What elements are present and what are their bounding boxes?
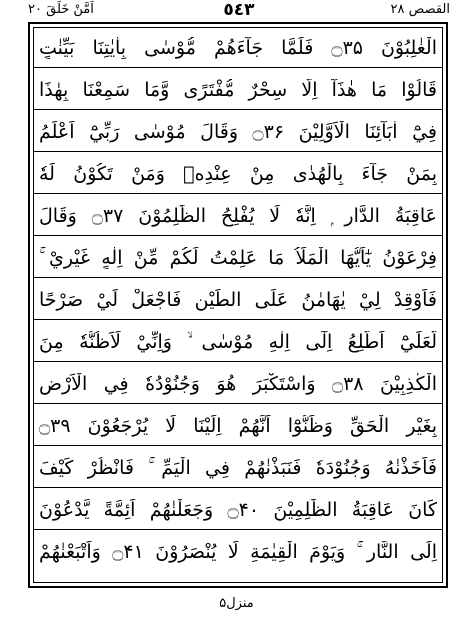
text-line <box>34 280 442 320</box>
text-line <box>34 196 442 236</box>
manzil-marker: منزل۵ <box>219 596 254 611</box>
text-frame <box>33 27 443 583</box>
page-header <box>28 0 450 22</box>
text-line <box>34 28 442 68</box>
line-text: عَاقِبَةُ الدَّارِ ۭ اِنَّهٗ لَا يُفْلِحُ الظّٰلِمُوْنَ ۝۳۷ وَقَالَ <box>39 204 437 227</box>
text-line <box>34 448 442 488</box>
text-line <box>34 322 442 362</box>
text-line <box>34 364 442 404</box>
line-text: بِمَنْ جَآءَ بِالْهُدٰى مِنْ عِنْدِهٖ وَمَنْ تَكُوْنُ لَهٗ <box>39 162 437 185</box>
line-text: قَالُوْا مَا هٰذَآ اِلَّا سِحْرٌ مُّفْتَرًى وَّمَا سَمِعْنَا بِهٰذَا <box>39 78 437 101</box>
line-text: فَاَوْقِدْ لِيْ يٰهَامٰنُ عَلَى الطِّيْنِ فَاجْعَلْ لِّيْ صَرْحًا <box>39 288 437 311</box>
surah-label: القصص ٢٨ <box>390 2 450 17</box>
text-line <box>34 154 442 194</box>
line-text: الْكٰذِبِيْنَ ۝۳۸ وَاسْتَكْبَرَ هُوَ وَجُنُوْدُهٗ فِي الْاَرْضِ <box>39 372 437 395</box>
text-line <box>34 490 442 530</box>
text-line <box>34 532 442 572</box>
line-text: كَانَ عَاقِبَةُ الظّٰلِمِيْنَ ۝۴۰ وَجَعَلْنٰهُمْ اَئِمَّةً يَّدْعُوْنَ <box>39 498 437 521</box>
line-text: فِرْعَوْنُ يٰٓاَيُّهَا الْمَلَاُ مَا عَلِمْتُ لَكُمْ مِّنْ اِلٰهٍ غَيْرِيْ ۚ <box>39 246 437 269</box>
line-text: فِيْٓ اٰبَآئِنَا الْاَوَّلِيْنَ ۝۳۶ وَقَالَ مُوْسٰى رَبِّيْٓ اَعْلَمُ <box>39 120 437 143</box>
line-text: اِلَى النَّارِ ۚ وَيَوْمَ الْقِيٰمَةِ لَا يُنْصَرُوْنَ ۝۴۱ وَاَتْبَعْنٰهُمْ <box>39 541 437 563</box>
line-text: فَاَخَذْنٰهُ وَجُنُوْدَهٗ فَنَبَذْنٰهُمْ فِي الْيَمِّ ۚ فَانْظُرْ كَيْفَ <box>39 456 437 479</box>
line-text: الْغٰلِبُوْنَ ۝۳۵ فَلَمَّا جَآءَهُمْ مُّوْسٰى بِاٰيٰتِنَا بَيِّنٰتٍ <box>39 36 437 59</box>
text-line <box>34 406 442 446</box>
text-line <box>34 238 442 278</box>
text-line <box>34 112 442 152</box>
text-line <box>34 70 442 110</box>
line-text: بِغَيْرِ الْحَقِّ وَظَنُّوْٓا اَنَّهُمْ اِلَيْنَا لَا يُرْجَعُوْنَ ۝۳۹ <box>39 414 437 437</box>
page-number: ٥٤٣ <box>223 0 255 20</box>
juz-label: اَمَّنْ خَلَقَ ٢٠ <box>28 2 94 17</box>
line-text: لَّعَلِّيْٓ اَطَّلِعُ اِلٰٓى اِلٰهِ مُوْسٰى ۙ وَاِنِّيْ لَاَظُنُّهٗ مِنَ <box>39 330 437 353</box>
